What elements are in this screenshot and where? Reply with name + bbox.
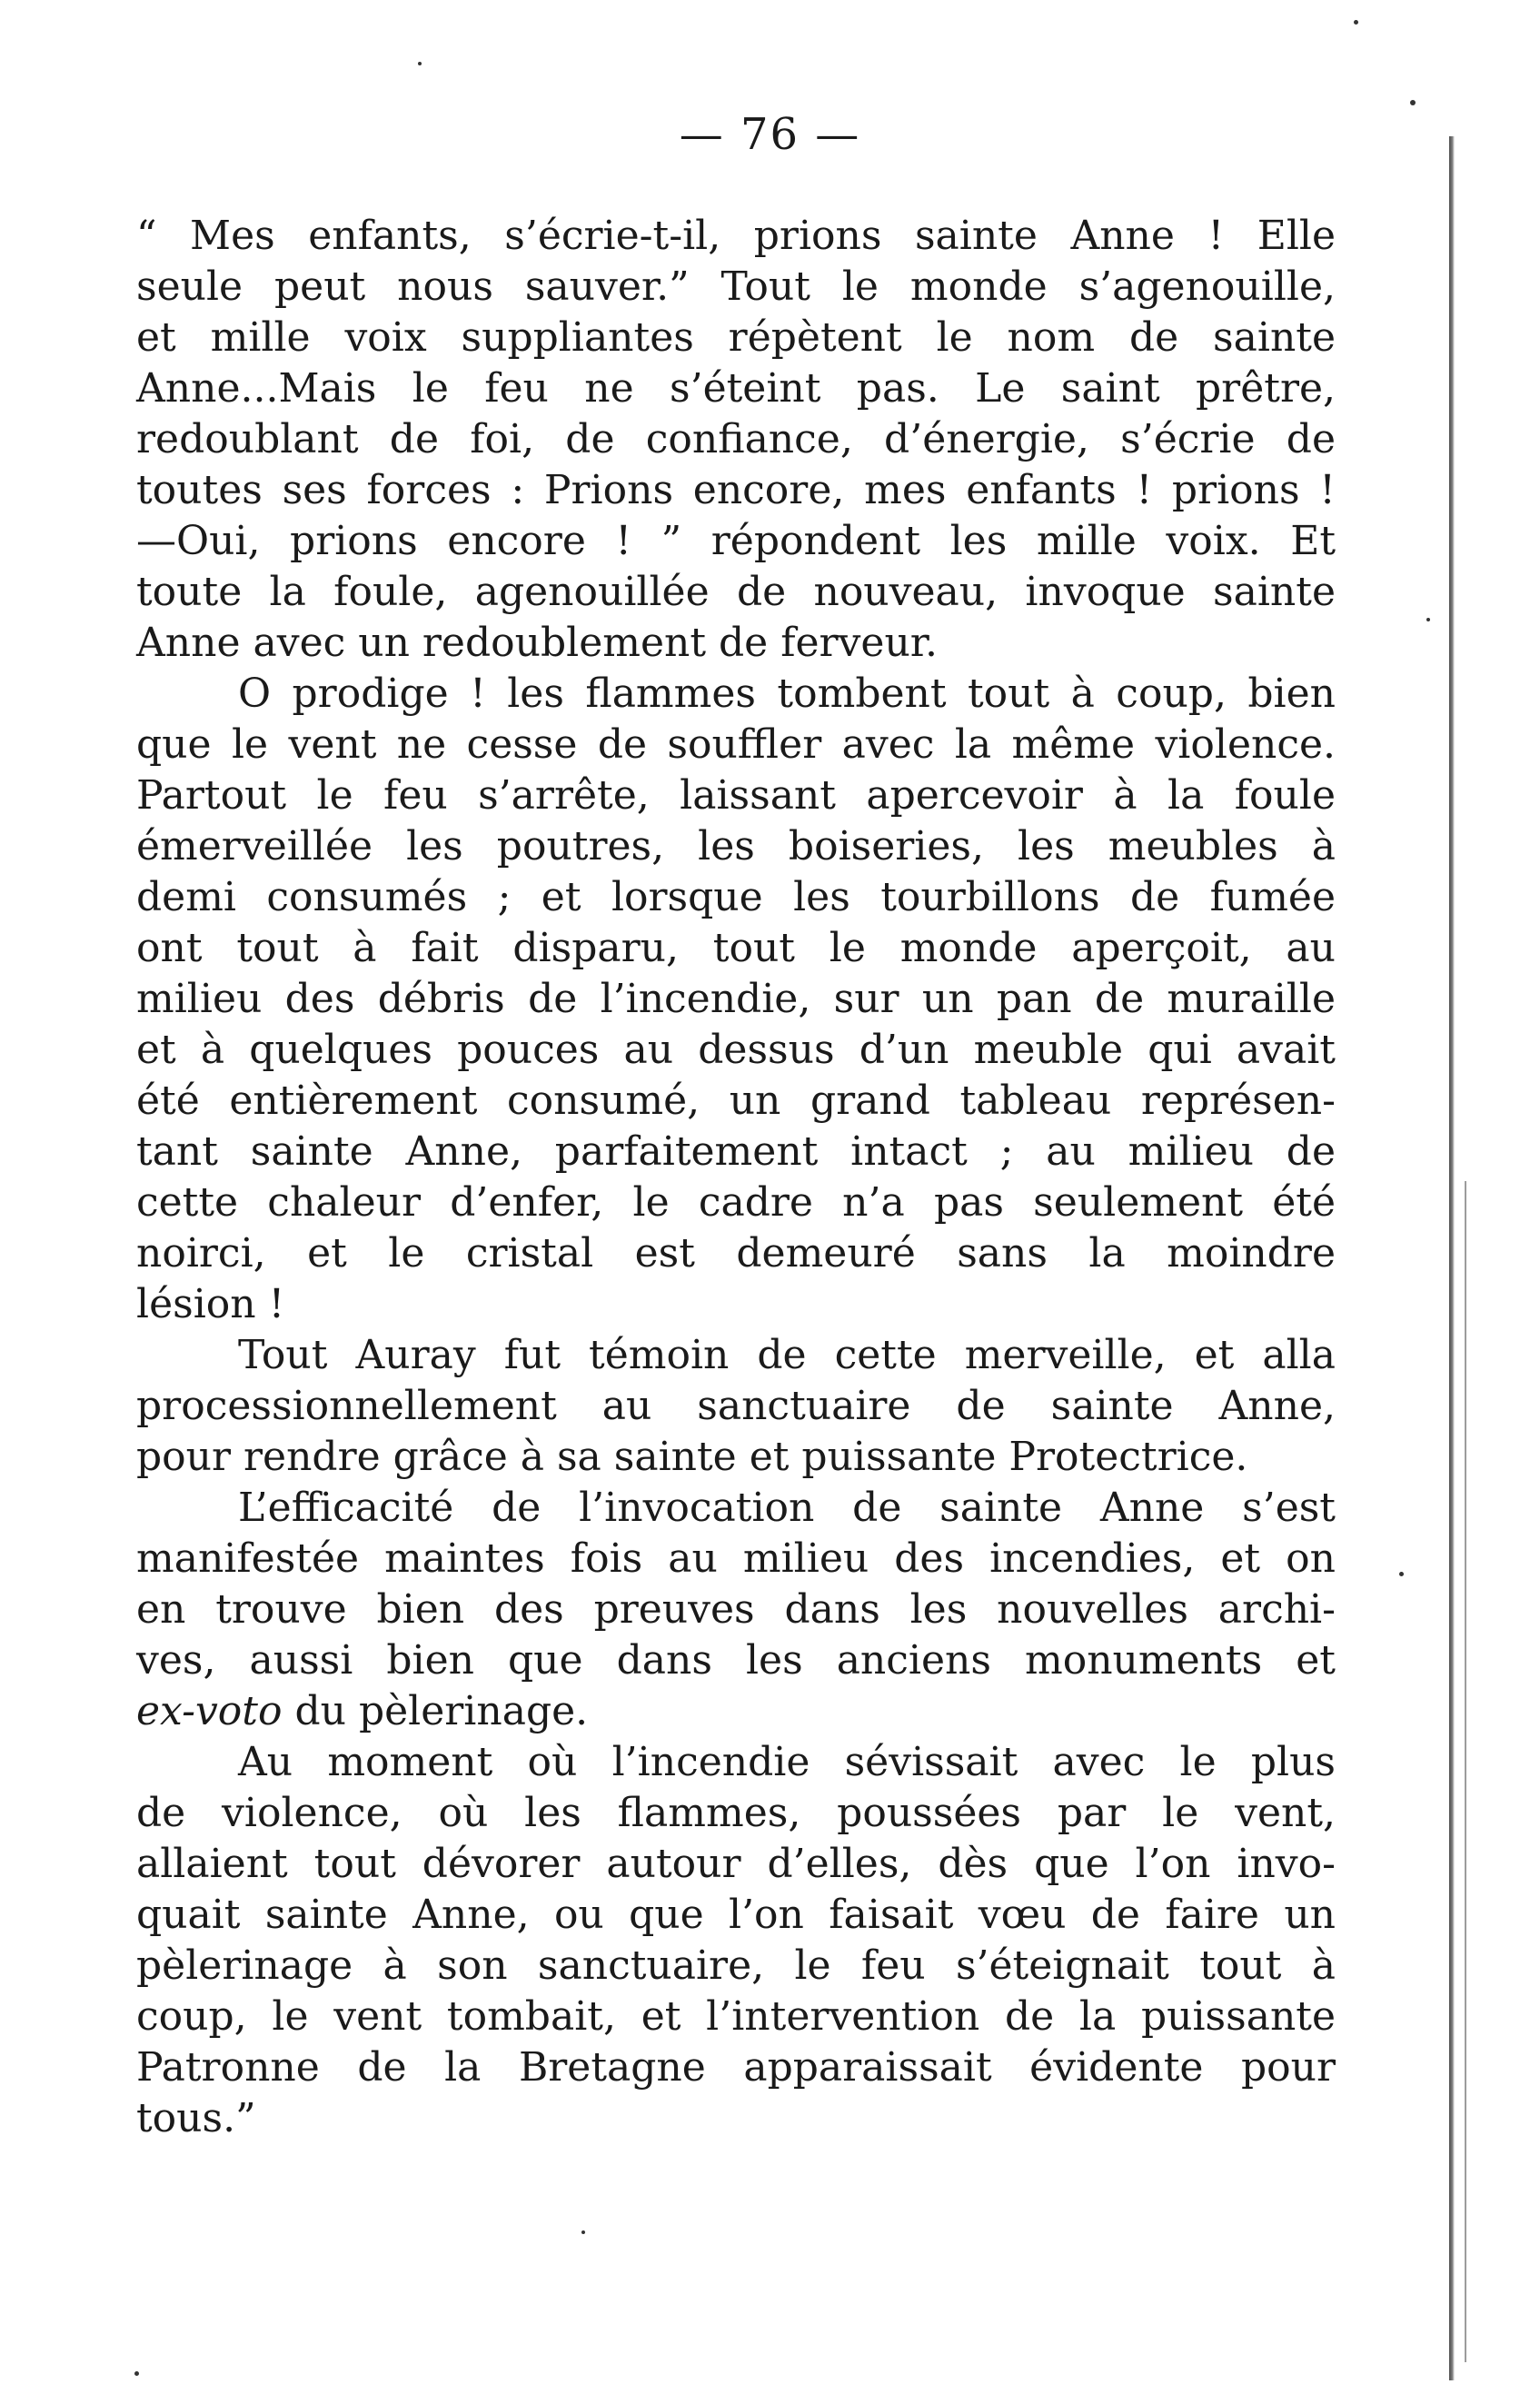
- text-line: de violence, où les flammes, poussées par le vent,: [136, 1790, 1336, 1836]
- text-line: Anne avec un redoublement de ferveur.: [136, 620, 938, 666]
- text-line: pour rendre grâce à sa sainte et puissante Protectrice.: [136, 1434, 1248, 1480]
- paragraph-5: [136, 1737, 1336, 2144]
- text-line: et mille voix suppliantes répètent le nom de sainte: [136, 314, 1336, 361]
- text-line: “ Mes enfants, s’écrie-t-il, prions sainte Anne ! Elle: [136, 213, 1336, 259]
- paragraph-2: [136, 669, 1336, 1330]
- text-line: en trouve bien des preuves dans les nouvelles archi-: [136, 1586, 1336, 1633]
- text-line: lésion !: [136, 1281, 285, 1327]
- text-line: noirci, et le cristal est demeuré sans la moindre: [136, 1230, 1336, 1277]
- body-text: [136, 211, 1336, 2144]
- text-line: tous.”: [136, 2095, 256, 2141]
- text-line: pèlerinage à son sanctuaire, le feu s’éteignait tout à: [136, 1942, 1336, 1989]
- text-line: Tout Auray fut témoin de cette merveille, et alla: [238, 1332, 1336, 1378]
- text-line: émerveillée les poutres, les boiseries, les meubles à: [136, 823, 1336, 869]
- scan-speck: [134, 2371, 139, 2376]
- text-line: seule peut nous sauver.” Tout le monde s’agenouille,: [136, 263, 1336, 310]
- paragraph-3: [136, 1330, 1336, 1483]
- text-line: été entièrement consumé, un grand tableau représen-: [136, 1078, 1336, 1124]
- page-number: — 76 —: [679, 109, 861, 160]
- paragraph-4: [136, 1483, 1336, 1737]
- text-line: redoublant de foi, de confiance, d’énergie, s’écrie de: [136, 416, 1336, 462]
- scan-speck: [1426, 618, 1430, 621]
- scan-speck: [1354, 20, 1358, 25]
- scan-speck: [1410, 100, 1416, 105]
- text-line: et à quelques pouces au dessus d’un meuble qui avait: [136, 1027, 1336, 1073]
- text-line: Au moment où l’incendie sévissait avec le plus: [238, 1739, 1336, 1785]
- ex-voto-italic: ex-voto: [136, 1688, 283, 1734]
- text-line: coup, le vent tombait, et l’intervention de la puissante: [136, 1993, 1336, 2040]
- text-line: —Oui, prions encore ! ” répondent les mille voix. Et: [136, 518, 1336, 564]
- scan-speck: [418, 62, 422, 65]
- text-line: quait sainte Anne, ou que l’on faisait vœu de faire un: [136, 1892, 1336, 1938]
- paragraph-1: [136, 211, 1336, 669]
- text-line: cette chaleur d’enfer, le cadre n’a pas seulement été: [136, 1179, 1336, 1226]
- text-line: processionnellement au sanctuaire de sainte Anne,: [136, 1383, 1336, 1429]
- text-line: Partout le feu s’arrête, laissant apercevoir à la foule: [136, 772, 1336, 819]
- text-line: Anne...Mais le feu ne s’éteint pas. Le saint prêtre,: [136, 365, 1336, 412]
- text-fragment: du pèlerinage.: [282, 1688, 589, 1734]
- text-line: tant sainte Anne, parfaitement intact ; au milieu de: [136, 1128, 1336, 1175]
- text-line: ont tout à fait disparu, tout le monde aperçoit, au: [136, 925, 1336, 971]
- text-line: demi consumés ; et lorsque les tourbillons de fumée: [136, 874, 1336, 920]
- scan-speck: [1399, 1572, 1404, 1576]
- text-line: manifestée maintes fois au milieu des incendies, et on: [136, 1535, 1336, 1582]
- text-line: L’efficacité de l’invocation de sainte Anne s’est: [238, 1485, 1336, 1531]
- text-line: milieu des débris de l’incendie, sur un pan de muraille: [136, 976, 1336, 1022]
- text-line: Patronne de la Bretagne apparaissait évidente pour: [136, 2044, 1336, 2091]
- page-binding-shadow: [1465, 1181, 1466, 2362]
- text-line: toutes ses forces : Prions encore, mes enfants ! prions !: [136, 467, 1336, 513]
- text-line: [136, 1686, 1336, 1737]
- text-line: ves, aussi bien que dans les anciens monuments et: [136, 1637, 1336, 1684]
- text-line: allaient tout dévorer autour d’elles, dès que l’on invo-: [136, 1841, 1336, 1887]
- text-line: toute la foule, agenouillée de nouveau, invoque sainte: [136, 569, 1336, 615]
- text-line: O prodige ! les flammes tombent tout à coup, bien: [238, 671, 1336, 717]
- text-line: que le vent ne cesse de souffler avec la même violence.: [136, 721, 1336, 768]
- scan-speck: [581, 2230, 585, 2234]
- page-binding-edge: [1449, 136, 1455, 2380]
